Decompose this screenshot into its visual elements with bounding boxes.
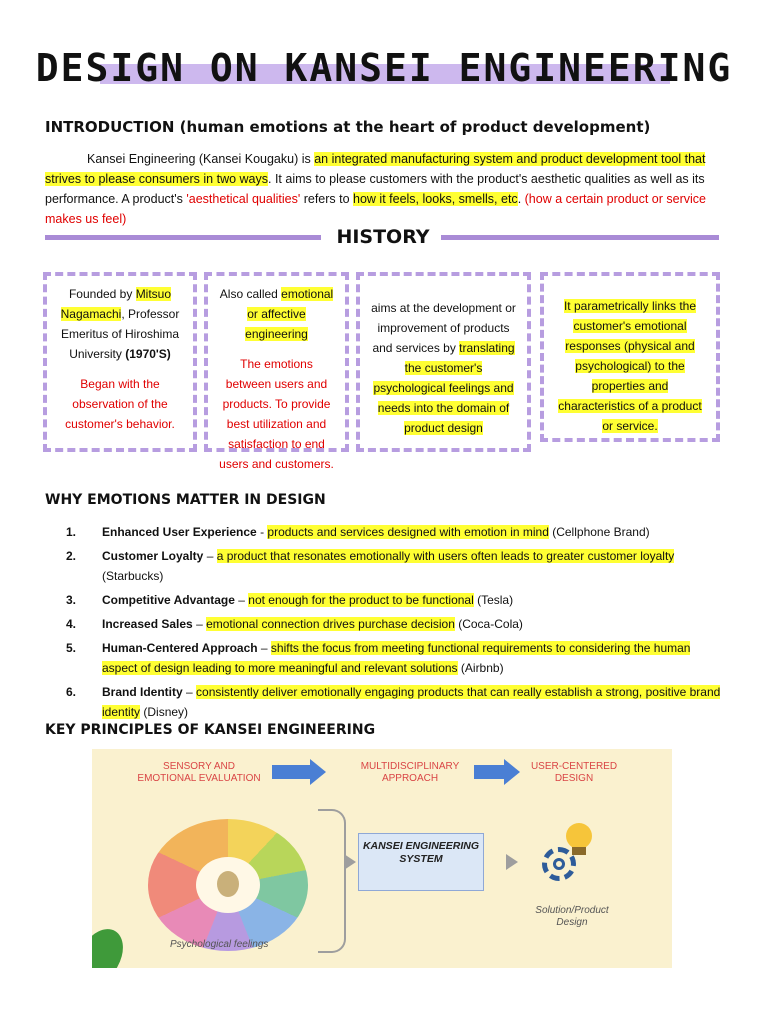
solution-label: Solution/Product Design <box>535 905 609 928</box>
list-brand: (Airbnb) <box>457 661 504 675</box>
list-number: 6. <box>66 685 77 699</box>
list-brand: (Disney) <box>140 705 189 719</box>
arrow-2-head <box>504 759 520 785</box>
why-list-item <box>66 682 726 722</box>
gray-arrow-2 <box>506 854 518 870</box>
why-list-item <box>66 546 726 586</box>
list-number: 2. <box>66 549 77 563</box>
list-sep: – <box>182 685 197 699</box>
list-sep: – <box>257 641 271 655</box>
label-user-centered: USER-CENTERED DESIGN <box>530 761 618 784</box>
why-list-item <box>66 590 726 610</box>
label-multidisciplinary: MULTIDISCIPLINARY APPROACH <box>360 761 460 784</box>
gear-center <box>553 858 565 870</box>
history-box-founder: Founded by Mitsuo Nagamachi, Professor Emeritus of Hiroshima University (1970'S) Began with the observation of the customer's behavior. <box>43 272 197 452</box>
list-highlight: consistently deliver emotionally engaging products that can really establish a strong, positive brand identity <box>102 685 721 719</box>
list-number: 1. <box>66 525 77 539</box>
list-term: Customer Loyalty <box>102 549 204 563</box>
why-list-item <box>66 638 726 678</box>
list-term: Brand Identity <box>102 685 183 699</box>
lightbulb-icon <box>566 823 592 849</box>
list-term: Human-Centered Approach <box>102 641 258 655</box>
arrow-1-body <box>272 765 310 779</box>
list-term: Increased Sales <box>102 617 193 631</box>
list-brand: (Coca-Cola) <box>454 617 523 631</box>
list-highlight: shifts the focus from meeting functional requirements to considering the human aspect of design leading to more meaningful and relevant solutions <box>102 641 691 675</box>
list-brand: (Cellphone Brand) <box>548 525 650 539</box>
key-heading: KEY PRINCIPLES OF KANSEI ENGINEERING <box>45 722 376 738</box>
list-brand: (Starbucks) <box>102 569 164 583</box>
why-heading: WHY EMOTIONS MATTER IN DESIGN <box>45 492 326 508</box>
kansei-system-box: KANSEI ENGINEERING SYSTEM <box>358 833 484 891</box>
page-title: DESIGN ON KANSEI ENGINEERING <box>35 46 733 90</box>
psychological-feelings-label: Psychological feelings <box>170 939 269 950</box>
history-divider-left <box>45 235 321 240</box>
history-box-links: It parametrically links the customer's emotional responses (physical and psychological) to the properties and characteristics of a product or service. <box>540 272 720 442</box>
why-list-item <box>66 614 726 634</box>
kansei-diagram <box>92 749 672 968</box>
label-sensory: SENSORY AND EMOTIONAL EVALUATION <box>137 761 261 784</box>
leaf-decoration <box>92 921 132 968</box>
list-highlight: products and services designed with emotion in mind <box>267 525 549 539</box>
intro-paragraph: Kansei Engineering (Kansei Kougaku) is an integrated manufacturing system and product development tool that strives to please consumers in two ways. It aims to please customers with the product's aesthetic qualities as well as its performance. A product's 'aesthetical qualities' refers to how it feels, looks, smells, etc. (how a certain product or service makes us feel) <box>45 152 706 226</box>
why-list-item <box>66 522 726 542</box>
list-number: 5. <box>66 641 77 655</box>
list-sep: – <box>203 549 217 563</box>
history-box-aims: aims at the development or improvement of products and services by translating the customer's psychological feelings and needs into the domain of product design <box>356 272 531 452</box>
arrow-1-head <box>310 759 326 785</box>
list-number: 3. <box>66 593 77 607</box>
list-highlight: not enough for the product to be functional <box>248 593 474 607</box>
list-brand: (Tesla) <box>473 593 514 607</box>
intro-heading: INTRODUCTION (human emotions at the heart of product development) <box>45 118 651 136</box>
list-sep: – <box>234 593 249 607</box>
list-sep: - <box>256 525 268 539</box>
list-highlight: emotional connection drives purchase decision <box>206 617 455 631</box>
list-term: Competitive Advantage <box>102 593 235 607</box>
why-list <box>66 522 726 726</box>
list-sep: – <box>192 617 207 631</box>
bracket <box>318 809 346 953</box>
history-heading: HISTORY <box>336 226 430 248</box>
emotion-wheel-core <box>217 871 239 897</box>
list-term: Enhanced User Experience <box>102 525 257 539</box>
title-block <box>0 40 768 110</box>
history-divider-right <box>441 235 719 240</box>
list-number: 4. <box>66 617 77 631</box>
arrow-2-body <box>474 765 504 779</box>
lightbulb-base <box>572 847 586 855</box>
history-box-also-called: Also called emotional or affective engineering The emotions between users and products. To provide best utilization and satisfaction to end users and customers. <box>204 272 349 452</box>
list-highlight: a product that resonates emotionally with users often leads to greater customer loyalty <box>216 549 675 563</box>
gray-arrow-1 <box>344 854 356 870</box>
